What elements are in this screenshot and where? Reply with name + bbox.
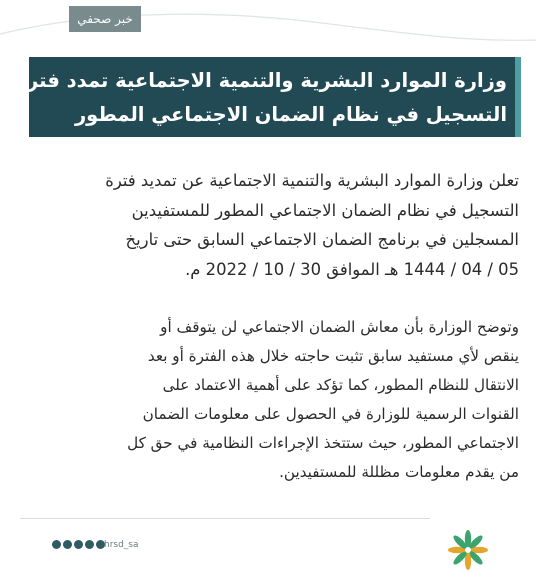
title-accent-bar — [515, 57, 521, 137]
paragraph-2-line: الانتقال للنظام المطور، كما تؤكد على أهمية الاعتماد على — [162, 376, 519, 394]
paragraph-2-line: وتوضح الوزارة بأن معاش الضمان الاجتماعي لن يتوقف أو — [160, 318, 519, 336]
paragraph-1 — [19, 166, 519, 284]
social-handle: hrsd_sa — [104, 540, 139, 550]
press-release-tag: خبر صحفي — [69, 6, 141, 32]
title-banner — [15, 57, 521, 137]
title-line-1: وزارة الموارد البشرية والتنمية الاجتماعية تمدد فترة — [15, 69, 507, 92]
paragraph-2-line: من يقدم معلومات مظللة للمستفيدين. — [279, 463, 519, 481]
paragraph-2 — [19, 313, 519, 487]
title-line-2: التسجيل في نظام الضمان الاجتماعي المطور — [74, 103, 507, 126]
ministry-logo-icon — [446, 528, 490, 570]
paragraph-2-line: القنوات الرسمية للوزارة في الحصول على معلومات الضمان — [142, 405, 519, 423]
paragraph-2-line: ينقص لأي مستفيد سابق تثبت حاجته خلال هذه الفترة أو بعد — [147, 347, 519, 365]
youtube-icon[interactable] — [85, 540, 94, 549]
paragraph-2-line: الاجتماعي المطور، حيث ستتخذ الإجراءات النظامية في حق كل — [127, 434, 519, 452]
twitter-icon[interactable] — [74, 540, 83, 549]
paragraph-1-line: التسجيل في نظام الضمان الاجتماعي المطور للمستفيدين — [131, 200, 519, 220]
paragraph-1-line: تعلن وزارة الموارد البشرية والتنمية الاجتماعية عن تمديد فترة — [105, 171, 519, 190]
paragraph-1-line: 05 / 04 / 1444 هـ الموافق 30 / 10 / 2022 م. — [185, 259, 519, 279]
footer-divider — [20, 518, 430, 519]
instagram-icon[interactable] — [63, 540, 72, 549]
social-icons — [52, 540, 105, 549]
snapchat-icon[interactable] — [52, 540, 61, 549]
paragraph-1-line: المسجلين في برنامج الضمان الاجتماعي السابق حتى تاريخ — [125, 230, 519, 249]
